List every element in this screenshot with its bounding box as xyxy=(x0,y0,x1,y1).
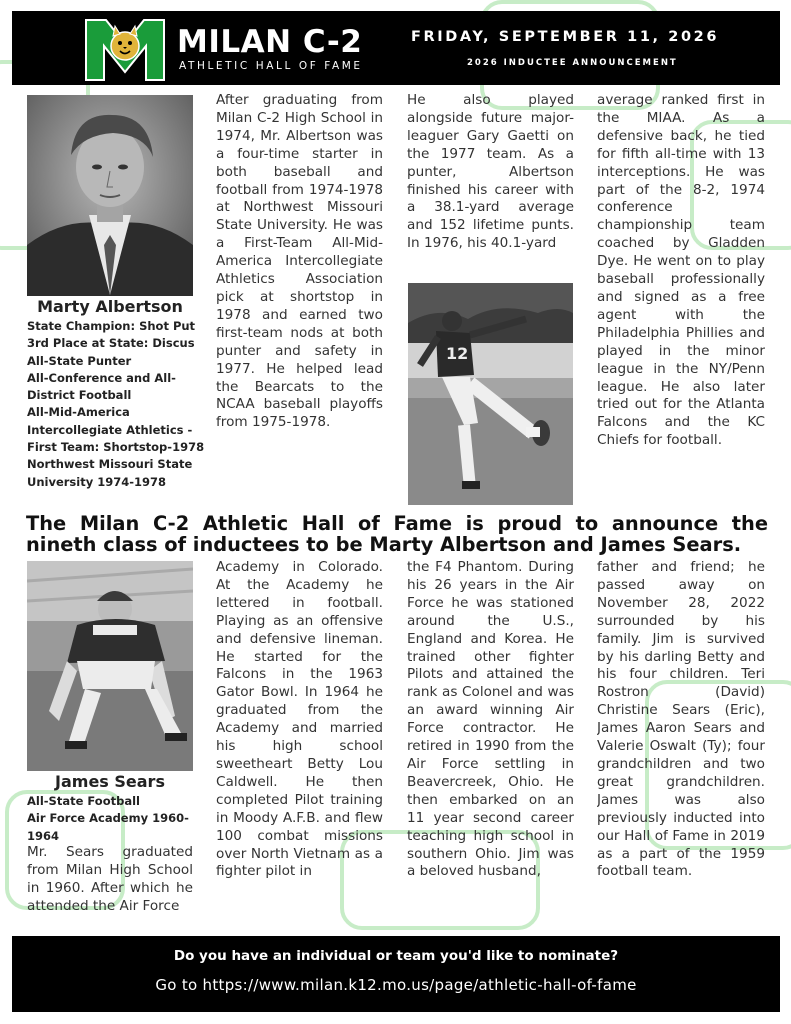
page-subtitle: ATHLETIC HALL OF FAME xyxy=(179,60,363,72)
albertson-bio-column-2: He also played alongside future major-leaguer Gary Gaetti on the 1977 team. As a punter, Albertson finished his career with a 38.1-yard average and 152 lifetime punts. In 1976, his 40.1-yard xyxy=(407,92,574,252)
albertson-name: Marty Albertson xyxy=(37,297,183,316)
footer-banner xyxy=(12,936,780,1012)
sears-name: James Sears xyxy=(55,772,165,791)
albertson-punting-photo xyxy=(408,283,573,505)
albertson-accolades: State Champion: Shot Put 3rd Place at State: Discus All-State Punter All-Conference and All-District Football All-Mid-America Intercollegiate Athletics - First Team: Shortstop-1978 Northwest Missouri State University 1974-1978 xyxy=(27,319,205,489)
albertson-bio-column-3: average ranked first in the MIAA. As a defensive back, he tied for fifth all-time with 13 interceptions. He was part of the 8-2, 1974 conference championship team coached by Gladden Dye. He went on to play baseball professionally and signed as a free agent with the Philadelphia Phillies and played in the minor league in the NY/Penn league. He also later tried out for the Atlanta Falcons and the KC Chiefs for football. xyxy=(597,92,765,449)
sears-accolades: All-State Football Air Force Academy 1960-1964 xyxy=(27,794,189,843)
header-banner xyxy=(12,11,780,85)
page-title: MILAN C-2 xyxy=(177,24,363,60)
sears-bio-column-1: Academy in Colorado. At the Academy he lettered in football. Playing as an offensive and defensive lineman. He started for the Falcons in the 1963 Gator Bowl. In 1964 he graduated from the Academy and married his high school sweetheart Betty Lou Caldwell. He then completed Pilot training in Moody A.F.B. and flew 100 combat missions over North Vietnam as a fighter pilot in xyxy=(216,559,383,880)
jersey-number: 12 xyxy=(446,344,469,363)
albertson-bio-column-1: After graduating from Milan C-2 High School in 1974, Mr. Albertson was a four-time starter in both baseball and football from 1974-1978 at Northwest Missouri State University. He was a First-Team All-Mid-America Intercollegiate Athletics Association pick at shortstop in 1978 and earned two first-team nods at both punter and safety in 1977. He helped lead the Bearcats to the NCAA baseball playoffs from 1975-1978. xyxy=(216,92,383,431)
announcement-label: 2026 INDUCTEE ANNOUNCEMENT xyxy=(467,58,678,68)
nomination-question: Do you have an individual or team you'd like to nominate? xyxy=(173,948,619,964)
nomination-link[interactable]: Go to https://www.milan.k12.mo.us/page/athletic-hall-of-fame xyxy=(155,976,637,994)
announcement-date: FRIDAY, SEPTEMBER 11, 2026 xyxy=(411,29,720,45)
sears-bio-intro: Mr. Sears graduated from Milan High School in 1960. After which he attended the Air Force xyxy=(27,844,193,914)
sears-football-photo xyxy=(27,561,193,771)
albertson-portrait-photo xyxy=(27,95,193,296)
wildcat-logo xyxy=(84,18,166,82)
sears-bio-column-2: the F4 Phantom. During his 26 years in the Air Force he was stationed around the U.S., England and Korea. He trained other fighter Pilots and attained the rank as Colonel and was an award winning Air Force contractor. He retired in 1990 from the Air Force settling in Beavercreek, Ohio. He then embarked on an 11 year second career teaching high school in southern Ohio. Jim was a beloved husband, xyxy=(407,559,574,880)
sears-bio-column-3: father and friend; he passed away on November 28, 2022 surrounded by his family. Jim is survived by his darling Betty and his four children. Teri Rostron (David) Christine Sears (Eric), James Aaron Sears and Valerie Oswalt (Ty); four grandchildren and two great grandchildren. James was also previously inducted into our Hall of Fame in 2019 as a part of the 1959 football team. xyxy=(597,559,765,880)
announcement-headline: The Milan C-2 Athletic Hall of Fame is proud to announce the nineth class of inductees to be Marty Albertson and James Sears. xyxy=(26,512,768,556)
